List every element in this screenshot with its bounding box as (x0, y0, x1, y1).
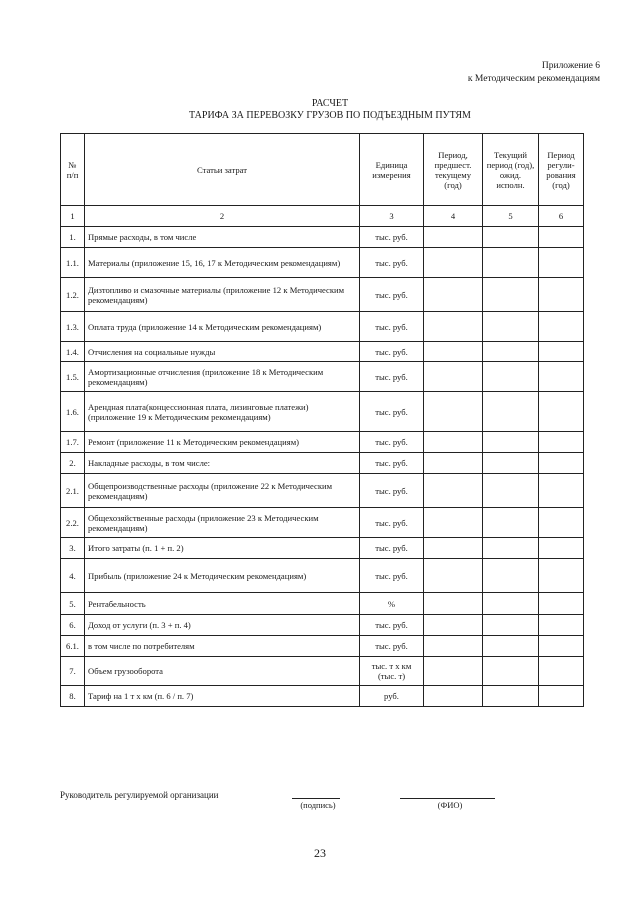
row-value-col4 (424, 615, 483, 636)
page-number: 23 (314, 846, 326, 860)
table-row (61, 508, 584, 538)
row-number: 6. (61, 615, 85, 636)
row-unit: тыс. руб. (360, 508, 424, 538)
row-item: Накладные расходы, в том числе: (85, 453, 360, 474)
row-value-col5 (483, 538, 539, 559)
appendix-note (468, 60, 600, 86)
row-value-col6 (539, 432, 584, 453)
row-value-col4 (424, 453, 483, 474)
row-value-col4 (424, 248, 483, 278)
row-value-col5 (483, 453, 539, 474)
row-number: 4. (61, 559, 85, 593)
tariff-table (60, 133, 584, 707)
row-value-col4 (424, 227, 483, 248)
row-value-col5 (483, 392, 539, 432)
index-cell: 5 (483, 206, 539, 227)
row-unit: тыс. руб. (360, 538, 424, 559)
table-row (61, 657, 584, 686)
row-value-col4 (424, 432, 483, 453)
name-caption: (ФИО) (437, 800, 463, 810)
row-value-col5 (483, 615, 539, 636)
row-value-col6 (539, 686, 584, 707)
table-row (61, 538, 584, 559)
row-value-col4 (424, 686, 483, 707)
index-cell: 6 (539, 206, 584, 227)
table-row (61, 278, 584, 312)
row-value-col4 (424, 342, 483, 362)
row-number: 2. (61, 453, 85, 474)
index-cell: 1 (61, 206, 85, 227)
table-row (61, 362, 584, 392)
row-value-col6 (539, 615, 584, 636)
row-value-col5 (483, 432, 539, 453)
row-item: Оплата труда (приложение 14 к Методическим рекомендациям) (85, 312, 360, 342)
row-unit: % (360, 593, 424, 615)
row-value-col4 (424, 593, 483, 615)
row-value-col4 (424, 508, 483, 538)
row-value-col5 (483, 636, 539, 657)
row-item: Общепроизводственные расходы (приложение 22 к Методическим рекомендациям) (85, 474, 360, 508)
table-row (61, 432, 584, 453)
row-value-col6 (539, 538, 584, 559)
row-unit: тыс. руб. (360, 362, 424, 392)
row-item: Доход от услуги (п. 3 + п. 4) (85, 615, 360, 636)
row-number: 1.5. (61, 362, 85, 392)
index-row (61, 206, 584, 227)
row-unit: тыс. руб. (360, 392, 424, 432)
row-number: 1.2. (61, 278, 85, 312)
row-value-col5 (483, 474, 539, 508)
row-value-col6 (539, 227, 584, 248)
header-num: № п/п (61, 134, 85, 206)
header-col4: Период, предшест. текущему (год) (424, 134, 483, 206)
table-row (61, 342, 584, 362)
row-value-col5 (483, 248, 539, 278)
signature-caption: (подпись) (300, 800, 336, 810)
table-row (61, 248, 584, 278)
row-number: 7. (61, 657, 85, 686)
row-value-col4 (424, 392, 483, 432)
header-unit: Единица измерения (360, 134, 424, 206)
header-col5: Текущий период (год), ожид. исполн. (483, 134, 539, 206)
row-value-col6 (539, 636, 584, 657)
header-row (61, 134, 584, 206)
row-number: 3. (61, 538, 85, 559)
table-row (61, 312, 584, 342)
index-cell: 4 (424, 206, 483, 227)
row-unit: тыс. руб. (360, 227, 424, 248)
row-number: 1. (61, 227, 85, 248)
table-row (61, 227, 584, 248)
signature-block (60, 790, 600, 820)
row-unit: тыс. руб. (360, 474, 424, 508)
row-value-col4 (424, 657, 483, 686)
table-row (61, 392, 584, 432)
row-number: 6.1. (61, 636, 85, 657)
row-unit: тыс. руб. (360, 432, 424, 453)
row-item: Объем грузооборота (85, 657, 360, 686)
index-cell: 2 (85, 206, 360, 227)
row-value-col6 (539, 248, 584, 278)
signature-line (292, 798, 340, 799)
row-value-col5 (483, 227, 539, 248)
row-item: Амортизационные отчисления (приложение 18 к Методическим рекомендациям) (85, 362, 360, 392)
row-unit: тыс. руб. (360, 342, 424, 362)
row-unit: тыс. руб. (360, 636, 424, 657)
index-cell: 3 (360, 206, 424, 227)
table-row (61, 686, 584, 707)
row-value-col6 (539, 453, 584, 474)
table-row (61, 593, 584, 615)
row-item: Прямые расходы, в том числе (85, 227, 360, 248)
header-col6: Период регули-рования (год) (539, 134, 584, 206)
row-value-col5 (483, 559, 539, 593)
row-value-col4 (424, 278, 483, 312)
row-unit: тыс. т х км (тыс. т) (360, 657, 424, 686)
row-item: Рентабельность (85, 593, 360, 615)
row-unit: руб. (360, 686, 424, 707)
row-item: Общехозяйственные расходы (приложение 23 к Методическим рекомендациям) (85, 508, 360, 538)
row-value-col6 (539, 342, 584, 362)
row-value-col5 (483, 362, 539, 392)
row-unit: тыс. руб. (360, 615, 424, 636)
row-number: 8. (61, 686, 85, 707)
row-item: Тариф на 1 т х км (п. 6 / п. 7) (85, 686, 360, 707)
row-value-col5 (483, 657, 539, 686)
row-value-col4 (424, 538, 483, 559)
row-value-col4 (424, 559, 483, 593)
row-value-col6 (539, 474, 584, 508)
row-number: 1.1. (61, 248, 85, 278)
row-item: Отчисления на социальные нужды (85, 342, 360, 362)
row-value-col4 (424, 474, 483, 508)
appendix-line-1: Приложение 6 (541, 61, 600, 71)
row-value-col5 (483, 342, 539, 362)
row-value-col6 (539, 657, 584, 686)
row-unit: тыс. руб. (360, 453, 424, 474)
row-number: 5. (61, 593, 85, 615)
row-unit: тыс. руб. (360, 248, 424, 278)
row-value-col5 (483, 686, 539, 707)
table-row (61, 636, 584, 657)
table-row (61, 615, 584, 636)
row-item: Материалы (приложение 15, 16, 17 к Методическим рекомендациям) (85, 248, 360, 278)
row-value-col6 (539, 593, 584, 615)
row-item: в том числе по потребителям (85, 636, 360, 657)
row-value-col4 (424, 362, 483, 392)
document-title (60, 98, 600, 122)
title-line-1: РАСЧЕТ (311, 98, 349, 109)
row-number: 2.2. (61, 508, 85, 538)
row-value-col5 (483, 593, 539, 615)
appendix-line-2: к Методическим рекомендациям (467, 74, 600, 84)
row-item: Итого затраты (п. 1 + п. 2) (85, 538, 360, 559)
header-item: Статьи затрат (85, 134, 360, 206)
title-line-2: ТАРИФА ЗА ПЕРЕВОЗКУ ГРУЗОВ ПО ПОДЪЕЗДНЫМ ПУТЯМ (189, 110, 471, 121)
row-number: 1.4. (61, 342, 85, 362)
row-unit: тыс. руб. (360, 559, 424, 593)
row-item: Арендная плата(концессионная плата, лизинговые платежи) (приложение 19 к Методическим рекомендациям) (85, 392, 360, 432)
row-number: 1.7. (61, 432, 85, 453)
table-row (61, 453, 584, 474)
row-item: Прибыль (приложение 24 к Методическим рекомендациям) (85, 559, 360, 593)
table-row (61, 474, 584, 508)
row-item: Ремонт (приложение 11 к Методическим рекомендациям) (85, 432, 360, 453)
name-line (400, 798, 495, 799)
row-value-col6 (539, 362, 584, 392)
row-number: 1.3. (61, 312, 85, 342)
row-unit: тыс. руб. (360, 278, 424, 312)
row-value-col6 (539, 508, 584, 538)
row-item: Дизтопливо и смазочные материалы (приложение 12 к Методическим рекомендациям) (85, 278, 360, 312)
row-value-col5 (483, 508, 539, 538)
row-value-col6 (539, 392, 584, 432)
table-row (61, 559, 584, 593)
row-number: 1.6. (61, 392, 85, 432)
row-value-col4 (424, 312, 483, 342)
row-value-col4 (424, 636, 483, 657)
row-value-col6 (539, 559, 584, 593)
row-value-col6 (539, 278, 584, 312)
row-value-col5 (483, 312, 539, 342)
signature-label: Руководитель регулируемой организации (60, 790, 219, 800)
row-value-col5 (483, 278, 539, 312)
row-unit: тыс. руб. (360, 312, 424, 342)
row-number: 2.1. (61, 474, 85, 508)
row-value-col6 (539, 312, 584, 342)
